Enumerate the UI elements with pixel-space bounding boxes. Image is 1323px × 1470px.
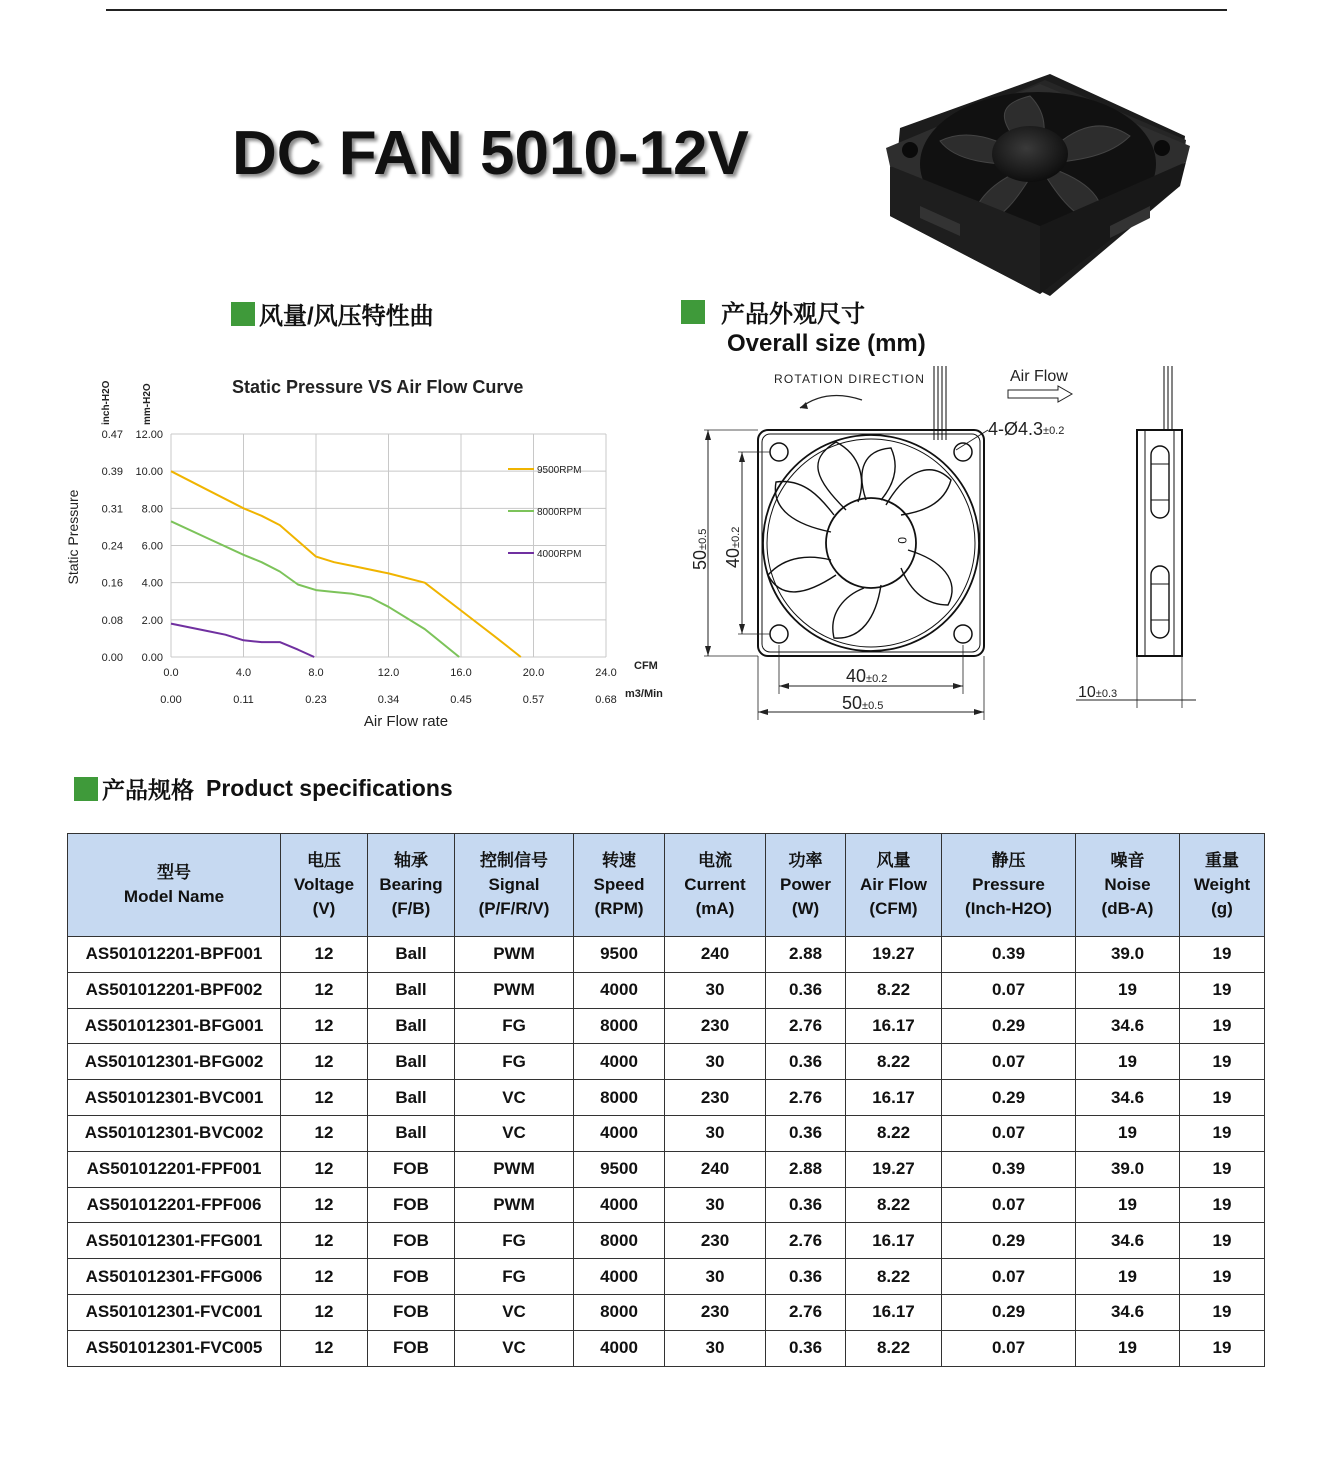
- y-tick-mm: 2.00: [141, 614, 163, 627]
- table-cell: 19: [1076, 1187, 1180, 1223]
- legend-label: 8000RPM: [537, 507, 582, 518]
- table-cell: 0.36: [766, 1187, 846, 1223]
- table-cell: 9500: [574, 1151, 665, 1187]
- y-tick-mm: 0.00: [141, 652, 163, 664]
- svg-text:0: 0: [895, 537, 909, 544]
- x-tick-m3min: 0.11: [233, 694, 254, 706]
- svg-text:10±0.3: [1078, 684, 1117, 701]
- table-cell: 30: [665, 1187, 766, 1223]
- table-cell: 230: [665, 1008, 766, 1044]
- table-cell: 8.22: [846, 1187, 942, 1223]
- table-cell: VC: [455, 1330, 574, 1366]
- table-row: [68, 1151, 1265, 1187]
- table-cell: AS501012301-FVC001: [68, 1294, 281, 1330]
- hole-tolerance: ±0.2: [1043, 425, 1065, 437]
- column-header-en: Current: [684, 875, 746, 894]
- svg-text:4-Ø4.3±0.2: [988, 419, 1064, 439]
- dim-10: 10: [1078, 684, 1096, 701]
- table-cell: 0.07: [942, 972, 1076, 1008]
- series-line-8000RPM: [171, 521, 459, 657]
- table-cell: 19: [1180, 1259, 1265, 1295]
- dim-50-horizontal: 50: [842, 693, 863, 713]
- table-cell: Ball: [368, 1008, 455, 1044]
- table-cell: 16.17: [846, 1223, 942, 1259]
- column-header-unit: (W): [791, 899, 820, 918]
- table-cell: 12: [281, 1115, 368, 1151]
- y-tick-inch: 0.24: [101, 540, 123, 553]
- table-cell: 230: [665, 1223, 766, 1259]
- table-cell: PWM: [455, 972, 574, 1008]
- y-tick-inch: 0.08: [101, 614, 123, 627]
- dim-10-tol: ±0.3: [1095, 688, 1118, 700]
- column-header-en: Signal: [488, 875, 540, 894]
- curve-heading-text: 风量/风压特性曲: [259, 303, 434, 330]
- table-cell: 12: [281, 1080, 368, 1116]
- table-cell: PWM: [455, 1151, 574, 1187]
- column-header: [846, 834, 942, 937]
- table-cell: 240: [665, 937, 766, 973]
- table-cell: 0.07: [942, 1259, 1076, 1295]
- table-cell: AS501012301-BFG001: [68, 1008, 281, 1044]
- table-cell: 16.17: [846, 1080, 942, 1116]
- table-cell: 19: [1180, 1187, 1265, 1223]
- table-cell: 0.07: [942, 1044, 1076, 1080]
- table-cell: FOB: [368, 1294, 455, 1330]
- column-header-en: Air Flow: [859, 875, 928, 894]
- table-cell: 19: [1180, 1330, 1265, 1366]
- column-header-en: Bearing: [379, 875, 443, 894]
- table-cell: 16.17: [846, 1008, 942, 1044]
- table-cell: FOB: [368, 1330, 455, 1366]
- table-row: [68, 937, 1265, 973]
- table-cell: AS501012301-FFG001: [68, 1223, 281, 1259]
- table-cell: AS501012201-BPF001: [68, 937, 281, 973]
- svg-text:50±0.5: [690, 529, 710, 570]
- column-header-en: Voltage: [293, 875, 355, 894]
- table-cell: 8000: [574, 1294, 665, 1330]
- table-cell: 12: [281, 1187, 368, 1223]
- table-cell: AS501012201-FPF001: [68, 1151, 281, 1187]
- table-cell: 16.17: [846, 1294, 942, 1330]
- airflow-label: Air Flow: [1010, 368, 1068, 385]
- y-tick-mm: 8.00: [141, 503, 163, 516]
- table-cell: AS501012301-BVC002: [68, 1115, 281, 1151]
- column-header-en: Model Name: [123, 887, 225, 906]
- dimension-drawing: [686, 360, 1196, 730]
- y-tick-mm: 4.00: [141, 577, 163, 590]
- table-cell: Ball: [368, 1080, 455, 1116]
- column-header-zh: 风量: [876, 851, 911, 870]
- column-header-zh: 电压: [307, 851, 341, 870]
- table-cell: FG: [455, 1223, 574, 1259]
- table-row: [68, 1259, 1265, 1295]
- hole-dimension: 4-Ø4.3: [988, 419, 1044, 439]
- table-cell: 4000: [574, 1187, 665, 1223]
- column-header-unit: (F/B): [391, 899, 431, 918]
- green-square-icon: [231, 302, 255, 326]
- table-cell: 230: [665, 1294, 766, 1330]
- table-cell: Ball: [368, 972, 455, 1008]
- table-cell: 39.0: [1076, 1151, 1180, 1187]
- table-cell: 12: [281, 1294, 368, 1330]
- column-header: [1076, 834, 1180, 937]
- dim-40-horizontal: 40: [846, 666, 867, 686]
- column-header: [574, 834, 665, 937]
- table-cell: 12: [281, 1259, 368, 1295]
- column-header-zh: 轴承: [394, 851, 428, 870]
- table-cell: 0.07: [942, 1330, 1076, 1366]
- column-header: [455, 834, 574, 937]
- table-row: [68, 1223, 1265, 1259]
- x-unit-bottom: m3/Min: [625, 688, 663, 700]
- table-cell: 0.36: [766, 1115, 846, 1151]
- table-cell: 19: [1180, 1008, 1265, 1044]
- svg-text:40±0.2: [723, 527, 743, 568]
- table-cell: 230: [665, 1080, 766, 1116]
- table-cell: 0.36: [766, 1330, 846, 1366]
- table-cell: 0.29: [942, 1223, 1076, 1259]
- fan-product-photo: [880, 66, 1200, 302]
- x-tick-m3min: 0.23: [305, 694, 327, 706]
- x-tick-cfm: 8.0: [308, 667, 324, 679]
- table-cell: 19: [1076, 1259, 1180, 1295]
- column-header-en: Noise: [1104, 875, 1151, 894]
- fan-wires: [934, 366, 946, 440]
- fan-frame-front: [758, 430, 984, 656]
- svg-text:40±0.2: [846, 666, 887, 686]
- table-cell: Ball: [368, 1115, 455, 1151]
- x-tick-m3min: 0.57: [522, 694, 545, 706]
- column-header-zh: 电流: [698, 851, 732, 870]
- table-cell: 34.6: [1076, 1008, 1180, 1044]
- table-cell: AS501012301-BVC001: [68, 1080, 281, 1116]
- chart-title: Static Pressure VS Air Flow Curve: [232, 377, 524, 397]
- table-cell: 19: [1076, 1115, 1180, 1151]
- y-tick-mm: 10.00: [135, 466, 163, 479]
- table-row: [68, 1187, 1265, 1223]
- table-cell: 12: [281, 1044, 368, 1080]
- table-cell: 34.6: [1076, 1223, 1180, 1259]
- column-header-zh: 噪音: [1110, 851, 1145, 870]
- table-cell: 34.6: [1076, 1294, 1180, 1330]
- table-cell: FG: [455, 1259, 574, 1295]
- table-cell: 8000: [574, 1080, 665, 1116]
- column-header-unit: (CFM): [869, 899, 918, 918]
- series-line-4000RPM: [171, 624, 314, 657]
- green-square-icon: [681, 300, 705, 324]
- x-tick-cfm: 16.0: [450, 667, 472, 679]
- size-section-heading: [681, 294, 865, 329]
- table-cell: 19: [1180, 972, 1265, 1008]
- column-header: [665, 834, 766, 937]
- dim-40-horizontal-tol: ±0.2: [866, 673, 888, 685]
- table-cell: 0.39: [942, 1151, 1076, 1187]
- table-cell: AS501012201-FPF006: [68, 1187, 281, 1223]
- column-header: [368, 834, 455, 937]
- y-tick-inch: 0.47: [101, 429, 123, 441]
- table-cell: 19: [1180, 1151, 1265, 1187]
- y-tick-inch: 0.16: [101, 577, 123, 590]
- table-row: [68, 972, 1265, 1008]
- spec-table: [67, 833, 1265, 1367]
- table-cell: 12: [281, 937, 368, 973]
- column-header-zh: 型号: [157, 863, 191, 882]
- table-cell: 4000: [574, 1115, 665, 1151]
- column-header: [1180, 834, 1265, 937]
- y-axis-label: Static Pressure: [65, 489, 81, 585]
- column-header-unit: (g): [1211, 899, 1233, 918]
- table-row: [68, 1330, 1265, 1366]
- column-header: [766, 834, 846, 937]
- column-header-unit: (mA): [695, 899, 735, 918]
- table-row: [68, 1294, 1265, 1330]
- table-cell: 19: [1076, 1330, 1180, 1366]
- top-divider: [106, 9, 1227, 11]
- side-wires: [1164, 366, 1172, 430]
- table-cell: 0.36: [766, 1259, 846, 1295]
- y-unit-right: mm-H2O: [142, 383, 153, 425]
- table-cell: 8.22: [846, 1115, 942, 1151]
- dim-40-vertical-tol: ±0.2: [730, 526, 742, 548]
- table-cell: 34.6: [1076, 1080, 1180, 1116]
- column-header-unit: (P/F/R/V): [478, 899, 550, 918]
- table-cell: 8.22: [846, 1044, 942, 1080]
- table-cell: 2.76: [766, 1223, 846, 1259]
- column-header-unit: (dB-A): [1101, 899, 1154, 918]
- table-cell: 0.36: [766, 972, 846, 1008]
- y-tick-inch: 0.00: [101, 652, 123, 664]
- table-cell: VC: [455, 1115, 574, 1151]
- column-header: [281, 834, 368, 937]
- dim-50-vertical: 50: [690, 549, 710, 570]
- table-cell: 4000: [574, 972, 665, 1008]
- table-cell: 0.29: [942, 1294, 1076, 1330]
- mount-hole-icon: [954, 625, 972, 643]
- x-axis-label: Air Flow rate: [363, 713, 449, 730]
- dim-50-horizontal-tol: ±0.5: [862, 700, 884, 712]
- table-cell: 0.39: [942, 937, 1076, 973]
- table-cell: 8000: [574, 1008, 665, 1044]
- table-row: [68, 1080, 1265, 1116]
- y-tick-mm: 12.00: [135, 429, 163, 441]
- table-cell: 4000: [574, 1259, 665, 1295]
- y-tick-inch: 0.39: [101, 466, 123, 479]
- column-header: [68, 834, 281, 937]
- table-cell: VC: [455, 1080, 574, 1116]
- table-cell: 12: [281, 1330, 368, 1366]
- table-cell: 12: [281, 1008, 368, 1044]
- table-cell: 8000: [574, 1223, 665, 1259]
- table-cell: 39.0: [1076, 937, 1180, 973]
- table-cell: 30: [665, 1044, 766, 1080]
- legend-label: 9500RPM: [537, 465, 582, 476]
- table-cell: 19: [1180, 1223, 1265, 1259]
- column-header-zh: 转速: [602, 851, 636, 870]
- table-body: [68, 937, 1265, 1367]
- x-tick-m3min: 0.34: [377, 694, 400, 706]
- table-cell: AS501012201-BPF002: [68, 972, 281, 1008]
- column-header-zh: 重量: [1205, 851, 1239, 870]
- column-header-unit: (RPM): [594, 899, 644, 918]
- table-cell: 30: [665, 1115, 766, 1151]
- column-header-en: Power: [779, 875, 832, 894]
- table-cell: 4000: [574, 1044, 665, 1080]
- table-cell: AS501012301-BFG002: [68, 1044, 281, 1080]
- mount-hole-icon: [770, 443, 788, 461]
- page-title: DC FAN 5010-12V: [232, 119, 749, 188]
- static-pressure-chart: [56, 362, 676, 742]
- table-cell: FOB: [368, 1151, 455, 1187]
- table-cell: PWM: [455, 937, 574, 973]
- table-cell: 19: [1180, 1044, 1265, 1080]
- table-cell: 2.76: [766, 1080, 846, 1116]
- column-header-unit: (Inch-H2O): [965, 899, 1052, 918]
- table-cell: 19: [1076, 1044, 1180, 1080]
- spec-section-heading: [74, 772, 453, 805]
- x-unit-top: CFM: [634, 660, 658, 672]
- table-cell: FG: [455, 1044, 574, 1080]
- table-cell: 30: [665, 1330, 766, 1366]
- x-tick-m3min: 0.68: [595, 694, 617, 706]
- column-header-zh: 静压: [991, 851, 1026, 870]
- table-cell: 8.22: [846, 1259, 942, 1295]
- green-square-icon: [74, 777, 98, 801]
- table-cell: 12: [281, 1223, 368, 1259]
- table-cell: FOB: [368, 1187, 455, 1223]
- column-header-en: Speed: [593, 875, 645, 894]
- column-header-zh: 控制信号: [480, 851, 548, 870]
- table-cell: FOB: [368, 1259, 455, 1295]
- legend-label: 4000RPM: [537, 549, 582, 560]
- column-header-unit: (V): [312, 899, 336, 918]
- table-cell: 30: [665, 1259, 766, 1295]
- dim-50-vertical-tol: ±0.5: [697, 528, 709, 550]
- table-cell: AS501012301-FVC005: [68, 1330, 281, 1366]
- table-cell: 2.88: [766, 937, 846, 973]
- x-tick-m3min: 0.45: [450, 694, 472, 706]
- table-cell: 19: [1180, 1080, 1265, 1116]
- table-cell: 4000: [574, 1330, 665, 1366]
- table-cell: 19: [1076, 972, 1180, 1008]
- y-tick-mm: 6.00: [141, 540, 163, 553]
- table-cell: 19.27: [846, 1151, 942, 1187]
- table-cell: 19: [1180, 1294, 1265, 1330]
- size-heading-text: 产品外观尺寸: [721, 301, 865, 328]
- table-cell: Ball: [368, 937, 455, 973]
- table-cell: PWM: [455, 1187, 574, 1223]
- curve-section-heading: [231, 296, 434, 331]
- table-cell: 9500: [574, 937, 665, 973]
- table-cell: 30: [665, 972, 766, 1008]
- column-header-zh: 功率: [788, 851, 823, 870]
- column-header: [942, 834, 1076, 937]
- table-cell: 240: [665, 1151, 766, 1187]
- x-tick-cfm: 0.0: [163, 667, 179, 679]
- table-cell: 2.88: [766, 1151, 846, 1187]
- overall-size-label: Overall size (mm): [727, 330, 926, 357]
- table-cell: 19: [1180, 1115, 1265, 1151]
- table-row: [68, 1044, 1265, 1080]
- table-cell: 19: [1180, 937, 1265, 973]
- x-tick-cfm: 20.0: [522, 667, 545, 679]
- table-row: [68, 1008, 1265, 1044]
- x-tick-m3min: 0.00: [160, 694, 182, 706]
- y-unit-left: inch-H2O: [101, 380, 112, 425]
- column-header-en: Weight: [1193, 875, 1251, 894]
- x-tick-cfm: 24.0: [595, 667, 617, 679]
- table-cell: 2.76: [766, 1008, 846, 1044]
- y-tick-inch: 0.31: [101, 503, 123, 516]
- table-cell: 0.29: [942, 1080, 1076, 1116]
- table-cell: 0.07: [942, 1115, 1076, 1151]
- x-tick-cfm: 12.0: [377, 667, 400, 679]
- spec-heading-zh: 产品规格: [102, 777, 194, 803]
- table-cell: FG: [455, 1008, 574, 1044]
- series-line-9500RPM: [171, 471, 521, 657]
- table-cell: 0.36: [766, 1044, 846, 1080]
- airflow-arrow-icon: [1008, 386, 1072, 402]
- rotation-direction-label: ROTATION DIRECTION: [774, 372, 926, 386]
- mount-hole-icon: [770, 625, 788, 643]
- column-header-en: Pressure: [972, 875, 1045, 894]
- table-cell: 8.22: [846, 972, 942, 1008]
- rotation-arc: [800, 396, 862, 409]
- table-cell: 19.27: [846, 937, 942, 973]
- table-cell: 12: [281, 1151, 368, 1187]
- table-cell: 0.29: [942, 1008, 1076, 1044]
- table-cell: Ball: [368, 1044, 455, 1080]
- table-cell: 2.76: [766, 1294, 846, 1330]
- table-cell: VC: [455, 1294, 574, 1330]
- table-cell: 12: [281, 972, 368, 1008]
- table-cell: 8.22: [846, 1330, 942, 1366]
- table-row: [68, 1115, 1265, 1151]
- spec-heading-en: Product specifications: [206, 775, 453, 801]
- table-cell: 0.07: [942, 1187, 1076, 1223]
- svg-text:50±0.5: [842, 693, 883, 713]
- x-tick-cfm: 4.0: [235, 667, 252, 679]
- table-header-row: [68, 834, 1265, 937]
- table-cell: AS501012301-FFG006: [68, 1259, 281, 1295]
- table-cell: FOB: [368, 1223, 455, 1259]
- dim-40-vertical: 40: [723, 547, 743, 568]
